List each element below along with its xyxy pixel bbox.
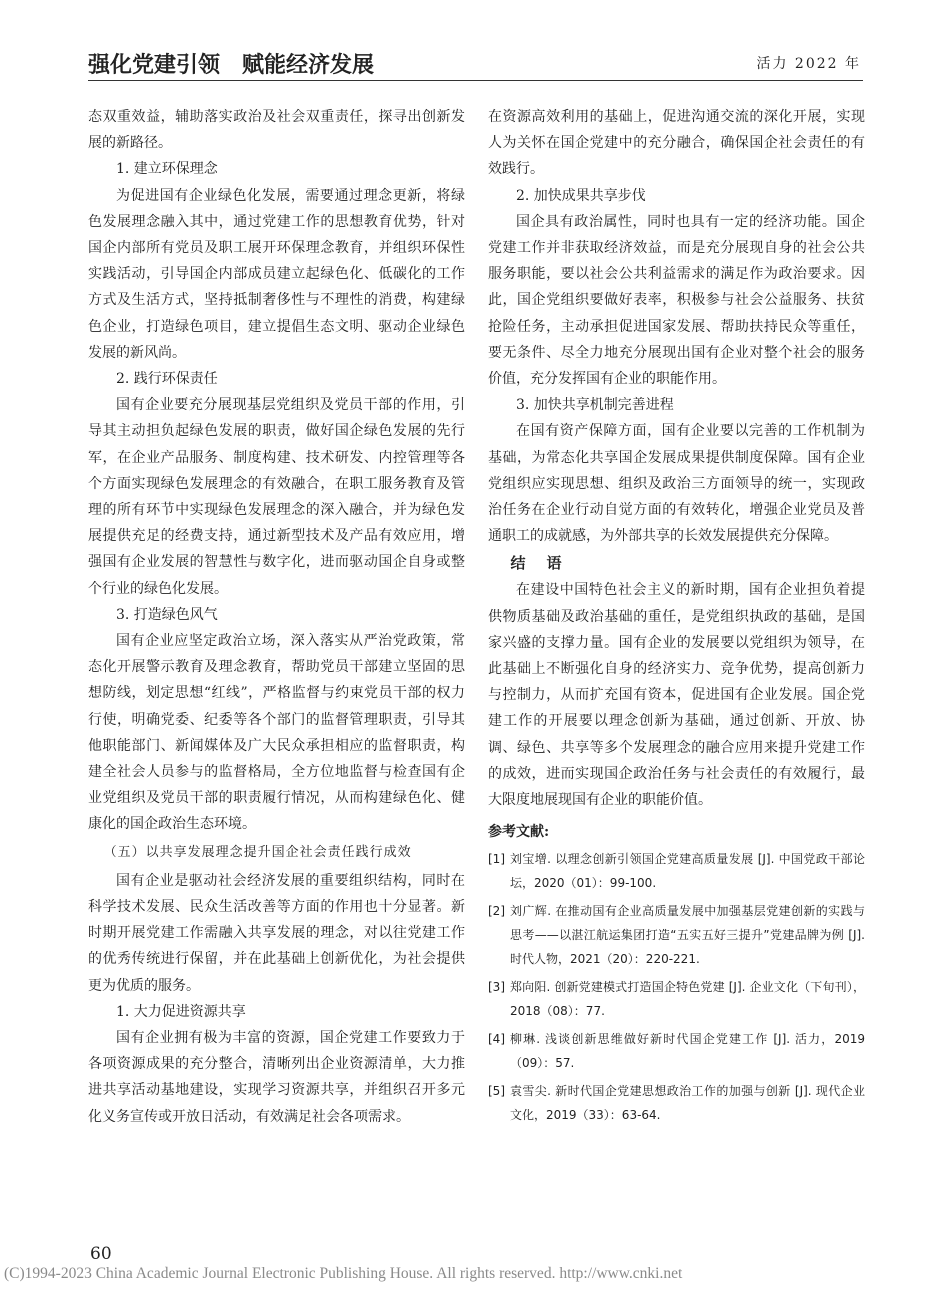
references-heading: 参考文献: bbox=[488, 824, 550, 841]
subheading: 1. 建立环保理念 bbox=[116, 161, 218, 178]
right-column bbox=[488, 104, 865, 1131]
subheading: 2. 践行环保责任 bbox=[116, 371, 218, 388]
paragraph: 态双重效益，辅助落实政治及社会双重责任，探寻出创新发展的新路径。 bbox=[88, 109, 465, 152]
paragraph: 在资源高效利用的基础上，促进沟通交流的深化开展，实现人为关怀在国企党建中的充分融合，确保国企社会责任的有效践行。 bbox=[488, 109, 865, 178]
reference-list bbox=[488, 847, 865, 1127]
reference-item bbox=[488, 899, 865, 971]
reference-number: [2] bbox=[488, 904, 505, 919]
reference-text: 袁雪尖. 新时代国企党建思想政治工作的加强与创新 [J]. 现代企业文化，2019（33）：63-64. bbox=[510, 1084, 865, 1123]
left-column bbox=[88, 104, 465, 1130]
article-title: 强化党建引领 赋能经济发展 bbox=[88, 53, 375, 78]
paragraph: 为促进国有企业绿色化发展，需要通过理念更新，将绿色发展理念融入其中，通过党建工作的思想教育优势，针对国企内部所有党员及职工展开环保理念教育，并组织环保性实践活动，引导国企内部成员建立起绿色化、低碳化的工作方式及生活方式，坚持抵制奢侈性与不理性的消费，构建绿色企业，打造绿色项目，建立提倡生态文明、驱动企业绿色发展的新风尚。 bbox=[88, 187, 465, 361]
reference-text: 刘广辉. 在推动国有企业高质量发展中加强基层党建创新的实践与思考——以湛江航运集团打造“五实五好三提升”党建品牌为例 [J]. 时代人物，2021（20）：220-221. bbox=[510, 904, 865, 967]
reference-number: [4] bbox=[488, 1032, 505, 1047]
paragraph: 国有企业要充分展现基层党组织及党员干部的作用，引导其主动担负起绿色发展的职责，做好国企绿色发展的先行军，在企业产品服务、制度构建、技术研发、内控管理等各个方面实现绿色发展理念的有效融合，在职工服务教育及管理的所有环节中实现绿色发展理念的深入融合，并为绿色发展提供充足的经费支持，通过新型技术及产品有效应用，增强国有企业发展的智慧性与数字化，进而驱动国企自身或整个行业的绿色化发展。 bbox=[88, 397, 465, 597]
subheading: 3. 打造绿色风气 bbox=[116, 606, 218, 623]
page-number: 60 bbox=[90, 1244, 112, 1264]
reference-number: [3] bbox=[488, 980, 505, 995]
reference-item bbox=[488, 847, 865, 895]
journal-issue: 活力 2022 年 bbox=[756, 56, 861, 72]
reference-number: [5] bbox=[488, 1084, 505, 1099]
paragraph: 国有企业应坚定政治立场，深入落实从严治党政策，常态化开展警示教育及理念教育，帮助党员干部建立坚固的思想防线，划定思想“红线”，严格监督与约束党员干部的权力行使，明确党委、纪委等各个部门的监督管理职责，引导其他职能部门、新闻媒体及广大民众承担相应的监督职责，构建全社会人员参与的监督格局，全方位地监督与检查国有企业党组织及党员干部的职责履行情况，从而构建绿色化、健康化的国企政治生态环境。 bbox=[88, 633, 465, 833]
paragraph: 国有企业拥有极为丰富的资源，国企党建工作要致力于各项资源成果的充分整合，清晰列出企业资源清单，大力推进共享活动基地建设，实现学习资源共享，并组织召开多元化义务宣传或开放日活动，有效满足社会各项需求。 bbox=[88, 1029, 465, 1125]
reference-item bbox=[488, 1079, 865, 1127]
paragraph: 在国有资产保障方面，国有企业要以完善的工作机制为基础，为常态化共享国企发展成果提供制度保障。国有企业党组织应实现思想、组织及政治三方面领导的统一，实现政治任务在企业行动自觉方面的有效转化，增强企业党员及普通职工的成就感，为外部共享的长效发展提供充分保障。 bbox=[488, 423, 865, 545]
copyright-watermark: (C)1994-2023 China Academic Journal Electronic Publishing House. All rights reserved. http://www.cnki.net bbox=[4, 1265, 683, 1282]
reference-text: 刘宝增. 以理念创新引领国企党建高质量发展 [J]. 中国党政干部论坛，2020（01）：99-100. bbox=[510, 852, 865, 891]
reference-text: 柳琳. 浅谈创新思维做好新时代国企党建工作 [J]. 活力，2019（09）：57. bbox=[510, 1032, 865, 1071]
paragraph: 在建设中国特色社会主义的新时期，国有企业担负着提供物质基础及政治基础的重任，是党组织执政的基础，是国家兴盛的支撑力量。国有企业的发展要以党组织为领导，在此基础上不断强化自身的经济实力、竞争优势，提高创新力与控制力，从而扩充国有资本，促进国有企业发展。国企党建工作的开展要以理念创新为基础，通过创新、开放、协调、绿色、共享等多个发展理念的融合应用来提升党建工作的成效，进而实现国企政治任务与社会责任的有效履行，最大限度地展现国有企业的职能价值。 bbox=[488, 582, 865, 809]
reference-item bbox=[488, 975, 865, 1023]
running-header bbox=[88, 46, 863, 81]
reference-text: 郑向阳. 创新党建模式打造国企特色党建 [J]. 企业文化（下旬刊），2018（08）：77. bbox=[510, 980, 865, 1019]
subheading: 1. 大力促进资源共享 bbox=[116, 1003, 246, 1020]
paragraph: 国企具有政治属性，同时也具有一定的经济功能。国企党建工作并非获取经济效益，而是充分展现自身的社会公共服务职能，要以社会公共利益需求的满足作为政治要求。因此，国企党组织要做好表率，积极参与社会公益服务、扶贫抢险任务，主动承担促进国家发展、帮助扶持民众等重任，要无条件、尽全力地充分展现出国有企业对整个社会的服务价值，充分发挥国有企业的职能作用。 bbox=[488, 213, 865, 388]
subheading: 2. 加快成果共享步伐 bbox=[516, 187, 646, 204]
conclusion-heading: 结 语 bbox=[510, 554, 565, 573]
section-heading: （五）以共享发展理念提升国企社会责任践行成效 bbox=[103, 844, 412, 860]
subheading: 3. 加快共享机制完善进程 bbox=[516, 397, 674, 414]
paragraph: 国有企业是驱动社会经济发展的重要组织结构，同时在科学技术发展、民众生活改善等方面的作用也十分显著。新时期开展党建工作需融入共享发展的理念，对以往党建工作的优秀传统进行保留，并在此基础上创新优化，为社会提供更为优质的服务。 bbox=[88, 872, 465, 994]
reference-item bbox=[488, 1027, 865, 1075]
reference-number: [1] bbox=[488, 852, 505, 867]
